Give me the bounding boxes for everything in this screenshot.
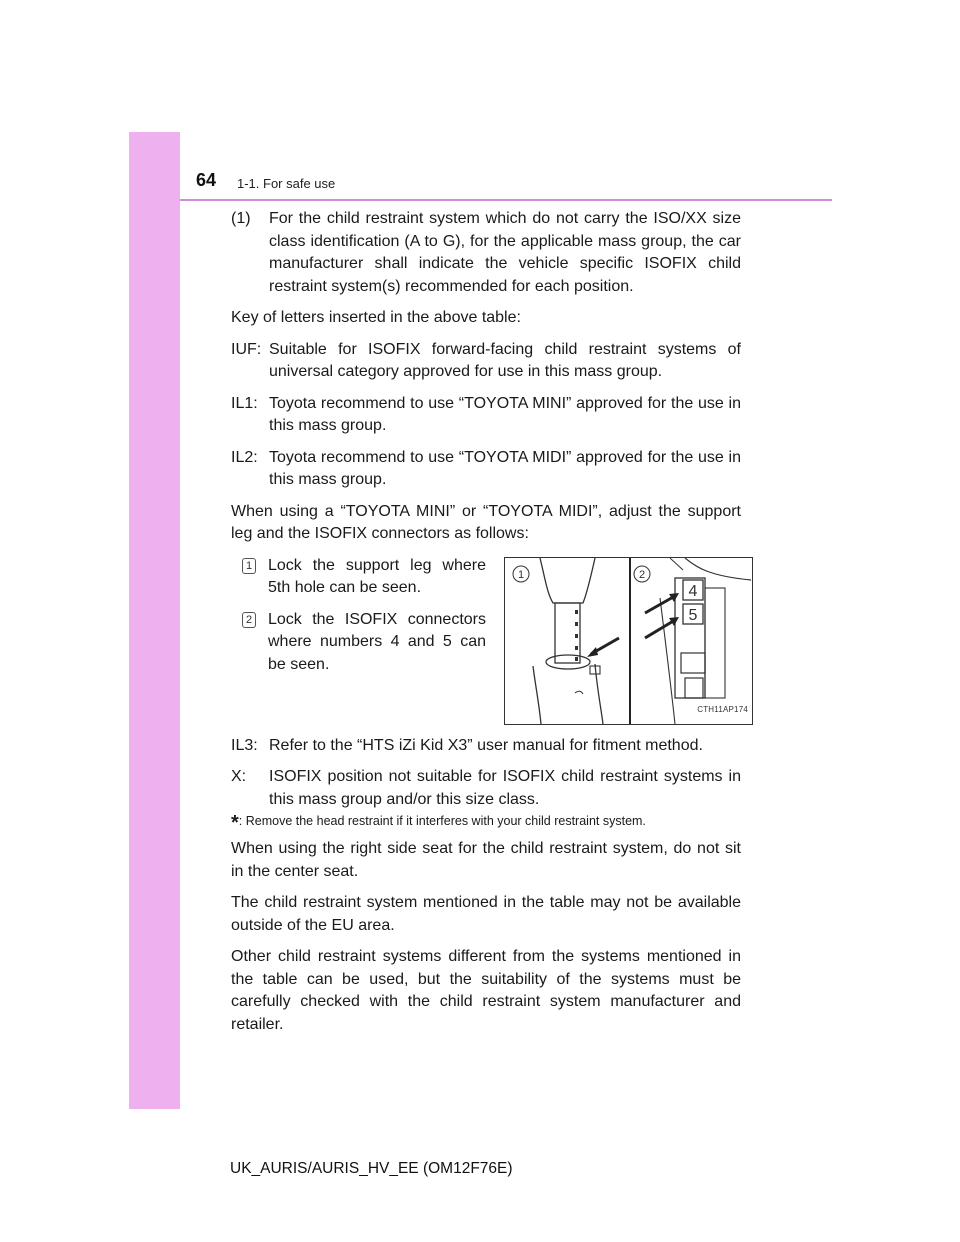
key-x xyxy=(231,766,741,811)
page-content xyxy=(231,208,748,1045)
footnote-mark: * xyxy=(231,812,239,834)
key-il3-text: Refer to the “HTS iZi Kid X3” user manual for fitment method. xyxy=(269,736,703,754)
note-1 xyxy=(231,208,741,298)
step-1 xyxy=(242,555,486,600)
marker-4: 4 xyxy=(688,582,698,600)
step-2-number: 2 xyxy=(242,612,256,628)
step-2-text: Lock the ISOFIX connectors where numbers 4 and 5 can be seen. xyxy=(268,610,486,673)
callout-2: 2 xyxy=(638,568,646,581)
para-right-seat: When using the right side seat for the child restraint system, do not sit in the center seat. xyxy=(231,840,741,880)
footnote xyxy=(231,812,741,832)
key-il1-text: Toyota recommend to use “TOYOTA MINI” approved for the use in this mass group. xyxy=(269,394,741,434)
section-sidebar-tab xyxy=(129,132,180,1109)
footnote-text: : Remove the head restraint if it interferes with your child restraint system. xyxy=(238,814,646,828)
key-il3-label: IL3: xyxy=(231,736,258,754)
key-il2-label: IL2: xyxy=(231,448,258,466)
step-list xyxy=(231,555,486,725)
marker-5: 5 xyxy=(688,606,698,624)
isofix-illustration xyxy=(504,557,753,725)
key-iuf-label: IUF: xyxy=(231,340,262,358)
callout-1: 1 xyxy=(517,568,525,581)
key-iuf-text: Suitable for ISOFIX forward-facing child restraint systems of universal category approved for use in this mass group. xyxy=(269,340,741,380)
key-il3 xyxy=(231,735,741,758)
adjust-intro: When using a “TOYOTA MINI” or “TOYOTA MIDI”, adjust the support leg and the ISOFIX connectors as follows: xyxy=(231,502,741,542)
key-x-text: ISOFIX position not suitable for ISOFIX child restraint systems in this mass group and/or this size class. xyxy=(269,768,741,808)
page-number: 64 xyxy=(196,170,217,190)
para-other-systems: Other child restraint systems different from the systems mentioned in the table can be used, but the suitability of the systems must be carefully checked with the child restraint system manufacturer and retailer. xyxy=(231,948,741,1033)
para-eu-availability: The child restraint system mentioned in the table may not be available outside of the EU area. xyxy=(231,894,741,934)
step-1-number: 1 xyxy=(242,558,256,574)
key-il1-label: IL1: xyxy=(231,394,258,412)
key-il2 xyxy=(231,447,741,492)
key-x-label: X: xyxy=(231,768,247,785)
key-il2-text: Toyota recommend to use “TOYOTA MIDI” approved for the use in this mass group. xyxy=(269,448,741,488)
step-2 xyxy=(242,609,486,677)
figure-code: CTH11AP174 xyxy=(697,705,748,714)
note-1-text: For the child restraint system which do not carry the ISO/XX size class identification (A to G), for the applicable mass group, the car manufacturer shall indicate the vehicle specific ISOFIX child restraint system(s) recommended for each position. xyxy=(269,210,741,295)
footer-model-code: UK_AURIS/AURIS_HV_EE (OM12F76E) xyxy=(230,1160,513,1177)
step-1-text: Lock the support leg where 5th hole can be seen. xyxy=(268,556,486,596)
header-rule xyxy=(180,199,832,201)
section-title: 1-1. For safe use xyxy=(237,176,336,191)
note-1-label: (1) xyxy=(231,210,251,227)
key-il1 xyxy=(231,393,741,438)
key-intro: Key of letters inserted in the above table: xyxy=(231,309,521,326)
steps-with-figure xyxy=(231,555,748,725)
key-iuf xyxy=(231,339,741,384)
